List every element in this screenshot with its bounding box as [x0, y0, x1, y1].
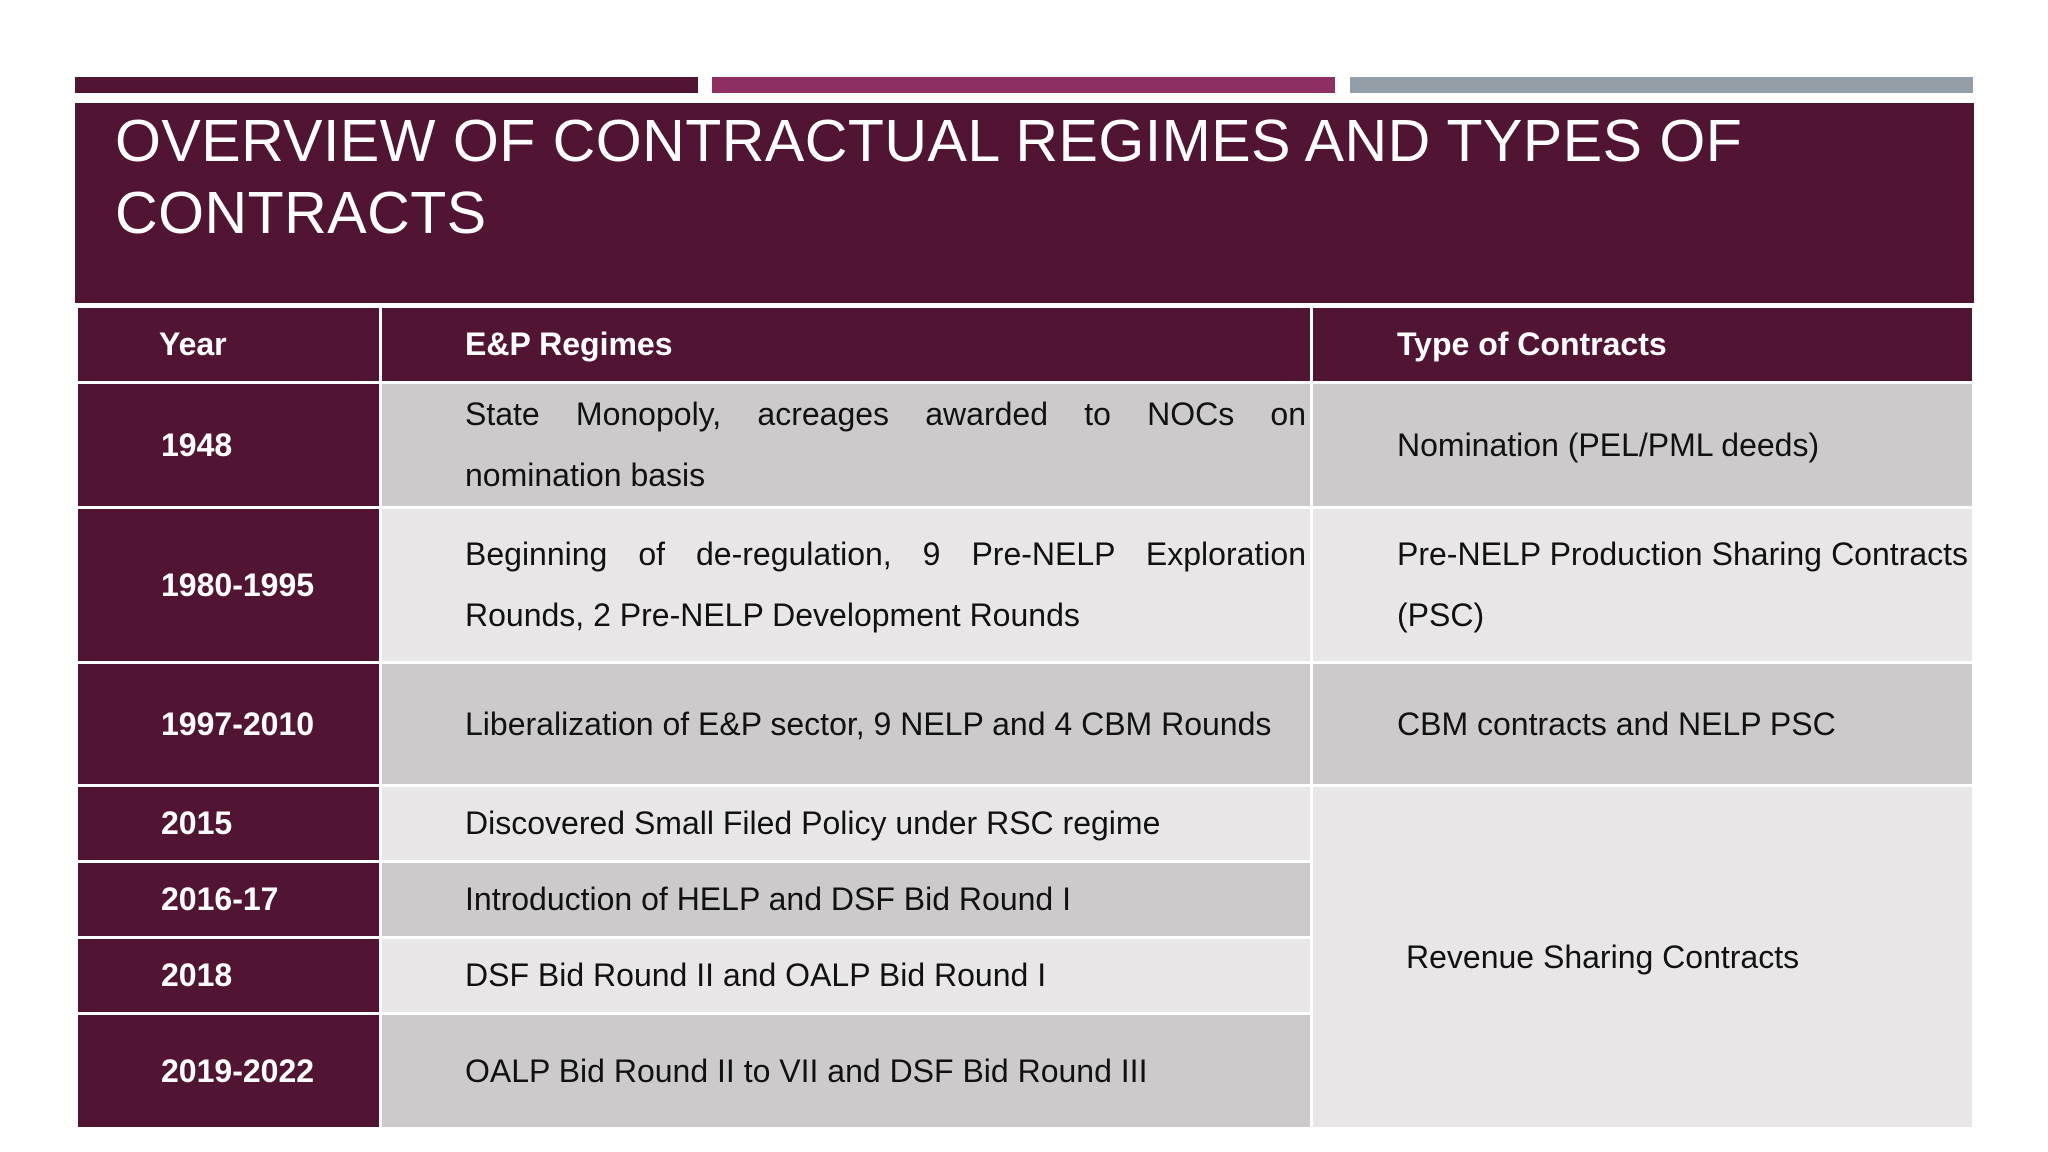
year-cell: 1948	[77, 383, 381, 508]
accent-bar-dark	[75, 77, 698, 93]
contract-type-cell: Nomination (PEL/PML deeds)	[1312, 383, 1974, 508]
header-contract-type: Type of Contracts	[1312, 307, 1974, 383]
title-band	[75, 103, 1974, 303]
accent-bar-gray	[1350, 77, 1973, 93]
contract-type-cell: CBM contracts and NELP PSC	[1312, 663, 1974, 786]
table-row	[77, 786, 1974, 862]
year-cell: 2018	[77, 938, 381, 1014]
regime-cell: Discovered Small Filed Policy under RSC regime	[381, 786, 1312, 862]
table-header-row	[77, 307, 1974, 383]
regime-cell: State Monopoly, acreages awarded to NOCs on nomination basis	[381, 383, 1312, 508]
table-row	[77, 508, 1974, 663]
regime-cell: Introduction of HELP and DSF Bid Round I	[381, 862, 1312, 938]
header-year: Year	[77, 307, 381, 383]
accent-bar-magenta	[712, 77, 1335, 93]
contract-type-cell: Pre-NELP Production Sharing Contracts (PSC)	[1312, 508, 1974, 663]
regime-cell: Liberalization of E&P sector, 9 NELP and 4 CBM Rounds	[381, 663, 1312, 786]
table-row	[77, 383, 1974, 508]
header-regimes: E&P Regimes	[381, 307, 1312, 383]
year-cell: 1980-1995	[77, 508, 381, 663]
year-cell: 2016-17	[77, 862, 381, 938]
regimes-table	[75, 305, 1975, 1130]
slide-title: OVERVIEW OF CONTRACTUAL REGIMES AND TYPES OF CONTRACTS	[115, 108, 1743, 246]
contract-type-cell-merged: Revenue Sharing Contracts	[1312, 786, 1974, 1129]
year-cell: 1997-2010	[77, 663, 381, 786]
regime-cell: Beginning of de-regulation, 9 Pre-NELP Exploration Rounds, 2 Pre-NELP Development Rounds	[381, 508, 1312, 663]
table-row	[77, 663, 1974, 786]
year-cell: 2019-2022	[77, 1014, 381, 1129]
regime-cell: DSF Bid Round II and OALP Bid Round I	[381, 938, 1312, 1014]
regime-cell: OALP Bid Round II to VII and DSF Bid Round III	[381, 1014, 1312, 1129]
year-cell: 2015	[77, 786, 381, 862]
